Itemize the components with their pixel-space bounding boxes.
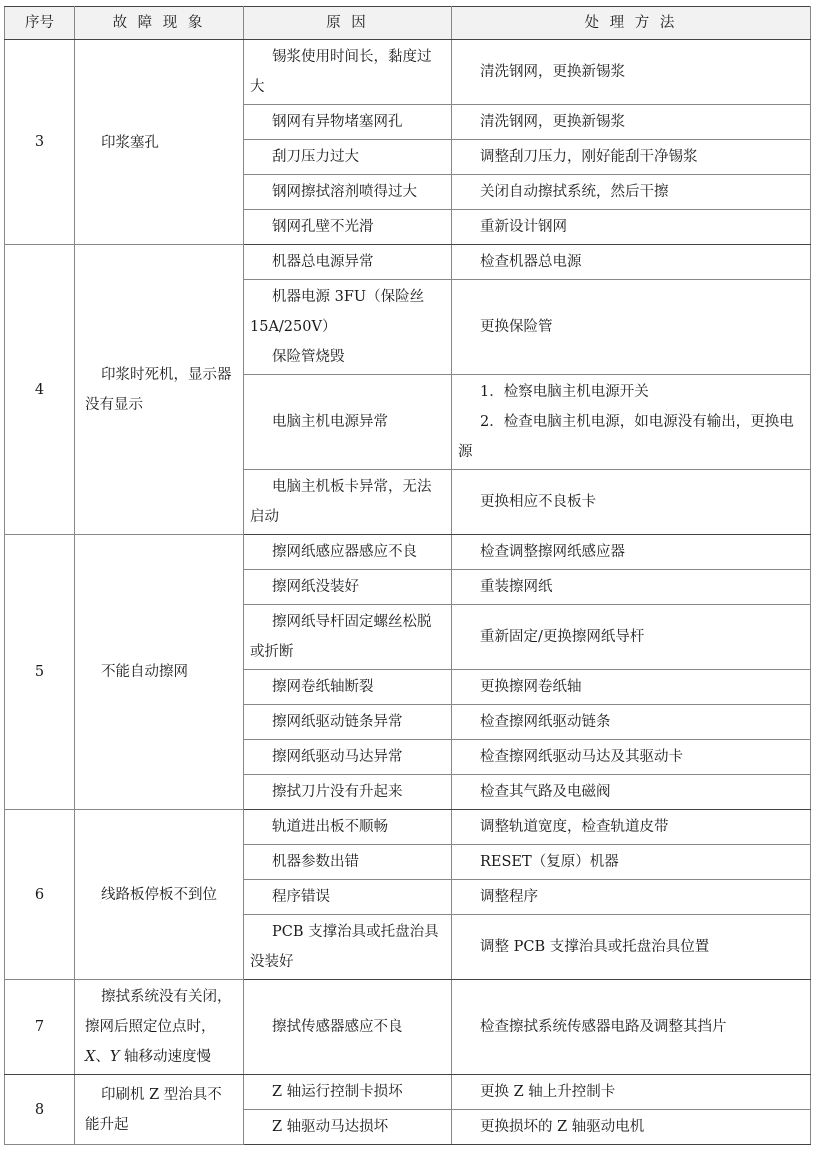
fix-cell: 检查调整擦网纸感应器: [452, 535, 811, 570]
table-row: [5, 980, 811, 1075]
cause-line: 保险管烧毁: [272, 349, 345, 365]
table-row: [5, 40, 811, 105]
fix-step: 2．检查电脑主机电源，如电源没有输出，更换电源: [458, 414, 794, 460]
fix-cell: 更换擦网卷纸轴: [452, 670, 811, 705]
cause-cell: 刮刀压力过大: [244, 140, 452, 175]
fix-cell: 调整程序: [452, 880, 811, 915]
fix-cell: 调整 PCB 支撑治具或托盘治具位置: [452, 915, 811, 980]
fix-cell: 更换相应不良板卡: [452, 470, 811, 535]
fault-text: 轴移动速度慢: [119, 1049, 212, 1065]
cause-cell: 锡浆使用时间长，黏度过大: [244, 40, 452, 105]
cause-cell: 擦拭刀片没有升起来: [244, 775, 452, 810]
fault-description: 印浆塞孔: [75, 40, 244, 245]
fix-cell: [452, 375, 811, 470]
fault-description: 不能自动擦网: [75, 535, 244, 810]
cause-cell: PCB 支撑治具或托盘治具没装好: [244, 915, 452, 980]
fix-cell: 调整轨道宽度，检查轨道皮带: [452, 810, 811, 845]
fault-separator: 、: [95, 1049, 110, 1065]
cause-cell: 钢网孔壁不光滑: [244, 210, 452, 245]
cause-cell: 钢网擦拭溶剂喷得过大: [244, 175, 452, 210]
fix-cell: 清洗钢网，更换新锡浆: [452, 105, 811, 140]
cause-line: 机器电源 3FU（保险丝 15A/250V）: [250, 289, 425, 335]
cause-cell: 机器总电源异常: [244, 245, 452, 280]
fault-description: 印浆时死机，显示器没有显示: [75, 245, 244, 535]
fix-step: 1．检察电脑主机电源开关: [480, 384, 649, 400]
cause-cell: 擦拭传感器感应不良: [244, 980, 452, 1075]
row-number: 7: [5, 980, 75, 1075]
row-number: 4: [5, 245, 75, 535]
table-header-row: [5, 7, 811, 40]
fix-cell: 更换损坏的 Z 轴驱动电机: [452, 1110, 811, 1145]
fix-cell: 检查擦网纸驱动链条: [452, 705, 811, 740]
fix-cell: RESET（复原）机器: [452, 845, 811, 880]
troubleshooting-table: [4, 6, 811, 1145]
fix-cell: 重新设计钢网: [452, 210, 811, 245]
axis-label: Y: [109, 1049, 120, 1065]
cause-cell: 擦网纸没装好: [244, 570, 452, 605]
fault-description: 线路板停板不到位: [75, 810, 244, 980]
fault-text: 擦拭系统没有关闭，擦网后照定位点时，: [85, 989, 232, 1035]
cause-cell: 轨道进出板不顺畅: [244, 810, 452, 845]
row-number: 6: [5, 810, 75, 980]
header-fault: 故 障 现 象: [75, 7, 244, 40]
cause-cell: 电脑主机板卡异常，无法启动: [244, 470, 452, 535]
cause-cell: Z 轴驱动马达损坏: [244, 1110, 452, 1145]
cause-cell: 机器参数出错: [244, 845, 452, 880]
row-number: 3: [5, 40, 75, 245]
fix-cell: 检查擦拭系统传感器电路及调整其挡片: [452, 980, 811, 1075]
cause-cell: [244, 280, 452, 375]
axis-label: X: [85, 1049, 96, 1065]
cause-cell: 擦网纸驱动马达异常: [244, 740, 452, 775]
fix-cell: 检查机器总电源: [452, 245, 811, 280]
cause-cell: 电脑主机电源异常: [244, 375, 452, 470]
cause-cell: Z 轴运行控制卡损坏: [244, 1075, 452, 1110]
table-row: [5, 535, 811, 570]
fix-cell: 关闭自动擦拭系统，然后干擦: [452, 175, 811, 210]
fault-description: [75, 980, 244, 1075]
cause-cell: 擦网纸驱动链条异常: [244, 705, 452, 740]
fix-cell: 重装擦网纸: [452, 570, 811, 605]
cause-cell: 擦网纸感应器感应不良: [244, 535, 452, 570]
header-cause: 原 因: [244, 7, 452, 40]
fix-cell: 重新固定/更换擦网纸导杆: [452, 605, 811, 670]
row-number: 5: [5, 535, 75, 810]
table-row: [5, 1075, 811, 1110]
table-row: [5, 245, 811, 280]
cause-cell: 擦网纸导杆固定螺丝松脱或折断: [244, 605, 452, 670]
cause-cell: 程序错误: [244, 880, 452, 915]
fix-cell: 检查其气路及电磁阀: [452, 775, 811, 810]
fix-cell: 更换 Z 轴上升控制卡: [452, 1075, 811, 1110]
cause-cell: 钢网有异物堵塞网孔: [244, 105, 452, 140]
fault-description: 印刷机 Z 型治具不能升起: [75, 1075, 244, 1145]
cause-cell: 擦网卷纸轴断裂: [244, 670, 452, 705]
table-row: [5, 810, 811, 845]
fix-cell: 清洗钢网，更换新锡浆: [452, 40, 811, 105]
row-number: 8: [5, 1075, 75, 1145]
header-fix: 处 理 方 法: [452, 7, 811, 40]
fix-cell: 更换保险管: [452, 280, 811, 375]
fix-cell: 调整刮刀压力，刚好能刮干净锡浆: [452, 140, 811, 175]
header-no: 序号: [5, 7, 75, 40]
fix-cell: 检查擦网纸驱动马达及其驱动卡: [452, 740, 811, 775]
